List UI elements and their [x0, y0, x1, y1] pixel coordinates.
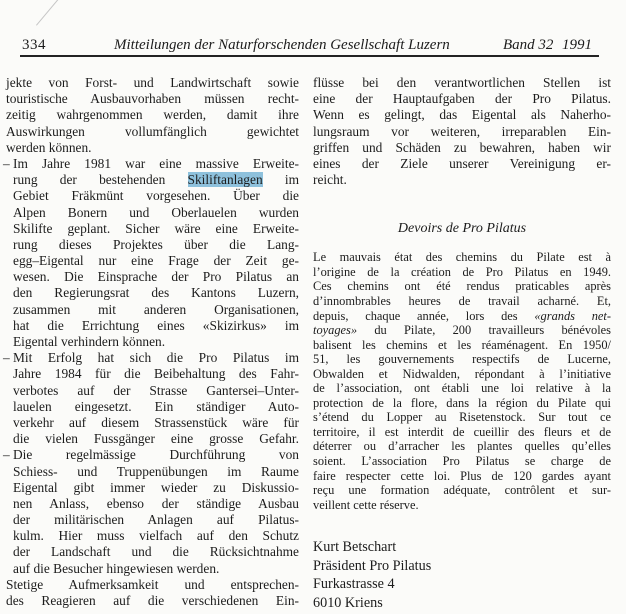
text-line: toyages» du Pilate, 200 travailleurs bénévoles	[313, 323, 611, 338]
text-line: auf die Besucher hingewiesen werden.	[13, 560, 220, 576]
text-line: territoire, il est interdit de cueillir des fleurs et de	[313, 424, 611, 439]
text-line: Auswirkungen vollumfänglich gewichtet	[6, 123, 299, 139]
text-line: l’origine de la création de Pro Pilatus en 1949.	[313, 264, 611, 279]
list-dash: –	[3, 350, 10, 366]
text-line: Alpen Bonern und Oberlauelen wurden	[13, 204, 299, 220]
text-line: griffen und Schäden zu bewahren, haben wir	[313, 139, 611, 155]
text-line: 6010 Kriens	[313, 594, 383, 611]
text-line: werden können.	[6, 139, 92, 155]
year-label: 1991	[562, 37, 592, 53]
text-line: egg–Eigental nur eine Frage der Zeit ge-	[13, 253, 299, 269]
paragraph	[6, 75, 299, 156]
text-line: wesen. Die Einsprache der Pro Pilatus an	[13, 269, 299, 285]
text-line: zeitig wahrgenommen werden, damit ihre	[6, 107, 299, 123]
text-line: rung der bestehenden Skiliftanlagen im	[13, 172, 300, 188]
text-line: eine der Hauptaufgaben der Pro Pilatus.	[313, 91, 611, 107]
text-line: touristische Ausbauvorhaben müssen recht-	[6, 91, 299, 107]
text-line: Furkastrasse 4	[313, 576, 395, 593]
text-line: Ces chemins ont été rendus praticables après	[313, 279, 611, 294]
text-line: Mit Erfolg hat sich die Pro Pilatus im	[13, 350, 299, 366]
text-line: Eigental gibt immer wieder zu Diskussio-	[13, 479, 299, 495]
text-line: 51, les gouvernements respectifs de Lucerne,	[313, 352, 611, 367]
right-column	[313, 75, 611, 613]
list-item	[3, 350, 299, 447]
text-line: Schiess- und Truppenübungen im Raume	[13, 463, 299, 479]
text-line: Obwalden et Nidwalden, répondant à l’initiative	[313, 366, 611, 381]
italic-text: toyages»	[313, 323, 358, 338]
text-line: flüsse bei den verantwortlichen Stellen ist	[313, 75, 611, 90]
text-line: Jahre 1984 für die Beibehaltung des Fahr-	[13, 366, 299, 382]
text-line: faire respecter cette loi. Plus de 120 gardes ayant	[313, 468, 611, 483]
list-item	[3, 155, 300, 350]
text-line: Präsident Pro Pilatus	[313, 557, 432, 574]
text-line: rung dieses Projektes über die Lang-	[13, 236, 299, 252]
text-line: hat die Errichtung eines «Skizirkus» im	[13, 317, 299, 333]
text-line: soient. L’association Pro Pilatus se charge de	[313, 453, 611, 468]
text-line: kulm. Hier muss vielfach auf den Schutz	[13, 528, 299, 544]
text-line: déterrer ou d’arracher les plantes quelles qu’elles	[313, 439, 611, 454]
text-line: protection de la flore, dans la région du Pilate qui	[313, 395, 611, 410]
text-line: die vielen Fussgänger eine grosse Gefahr.	[13, 431, 299, 447]
text-line: jekte von Forst- und Landwirtschaft sowie	[6, 75, 299, 90]
text-line: Devoirs de Pro Pilatus	[397, 221, 527, 237]
text-line: des Reagieren auf die verschiedenen Ein-	[6, 593, 299, 608]
volume-label: Band 32	[503, 37, 554, 53]
text-line: de l’association, ont établi une loi relative à la	[313, 381, 611, 396]
paragraph	[313, 250, 611, 512]
text-line: Wenn es gelingt, das Eigental als Naherho-	[313, 107, 611, 123]
list-dash: –	[3, 155, 10, 171]
left-column	[3, 75, 300, 609]
text-line: Eigental verhindern können.	[13, 334, 166, 349]
text-line: d’innombrables heures de travail acharné. Et,	[313, 293, 611, 308]
text-line: zusammen mit anderen Organisationen,	[13, 301, 299, 317]
text-line: lauelen eingesetzt. Ein ständiger Auto-	[13, 398, 299, 414]
list-item	[3, 447, 299, 577]
text-line: s’étend du Lopper au Risetenstock. Sur tout ce	[313, 410, 611, 425]
text-line: den Regierungsrat des Kantons Luzern,	[13, 285, 299, 301]
signature-block	[313, 538, 611, 612]
text-line: der Landschaft und die Rücksichtnahme	[13, 544, 299, 560]
text-line: reçu une formation adéquate, contrôlent et sur-	[313, 483, 611, 498]
paragraph	[313, 75, 611, 188]
text-line: verkehr auf diesem Strassenstück wäre für	[13, 414, 299, 430]
text-line: depuis, chaque année, lors des «grands net-	[313, 308, 611, 323]
text-line: der militärischen Anlagen auf Pilatus-	[13, 512, 299, 528]
text-line: reicht.	[313, 172, 347, 188]
text-line: nen Anlass, ebenso der ständige Ausbau	[13, 495, 299, 511]
text-line: Kurt Betschart	[313, 539, 397, 556]
list-dash: –	[3, 447, 10, 463]
paragraph	[6, 577, 299, 609]
text-line: Skilifte geplant. Sicher wäre eine Erweite-	[13, 220, 299, 236]
text-line: lungsraum vor weiteren, irreparablen Ein-	[313, 123, 611, 139]
italic-text: «grands net-	[534, 308, 611, 323]
page-number: 334	[22, 37, 46, 53]
scan-artifact-line	[36, 0, 59, 26]
highlighted-word: Skiliftanlagen	[187, 172, 263, 188]
text-line: balisent les chemins et les réaménagent. En 1950/	[313, 337, 611, 352]
text-line: veillent cette réserve.	[313, 497, 419, 512]
journal-title: Mitteilungen der Naturforschenden Gesellschaft Luzern	[114, 37, 450, 53]
text-line: Gebiet Fräkmünt vorgesehen. Über die	[13, 188, 299, 204]
text-line: Im Jahre 1981 war eine massive Erweite-	[13, 155, 299, 171]
text-line: Die regelmässige Durchführung von	[13, 447, 299, 463]
text-line: eines der Ziele unserer Vereinigung er-	[313, 155, 611, 171]
text-line: Le mauvais état des chemins du Pilate est à	[313, 250, 611, 265]
text-line: verbotes auf der Strasse Gantersei–Unter-	[13, 382, 299, 398]
header-rule	[20, 55, 599, 57]
text-line: Stetige Aufmerksamkeit und entsprechen-	[6, 576, 299, 592]
section-heading	[313, 221, 611, 237]
